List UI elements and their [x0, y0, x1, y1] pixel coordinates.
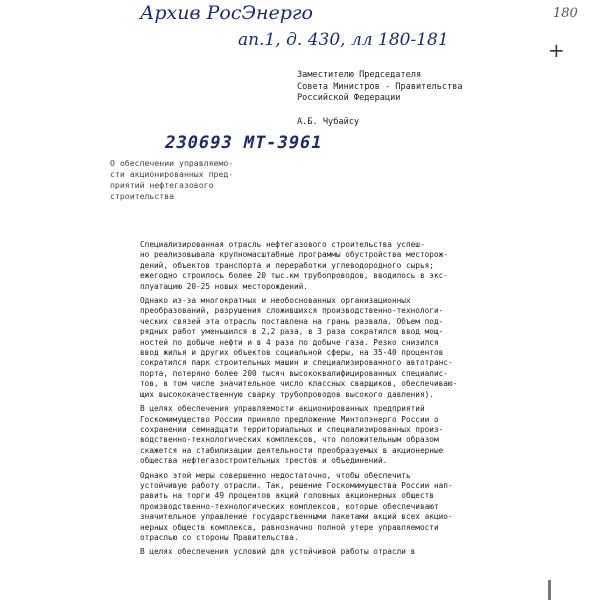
body-line: щих высококачественную сварку трубопроводов высокого давления). — [140, 389, 434, 399]
registration-number: 230693 МТ-3961 — [162, 133, 325, 153]
body-line: преобразований, разрушения сложившихся производственно-технологи- — [140, 306, 444, 316]
handwritten-archive-note: Архив РосЭнерго — [140, 2, 313, 24]
body-line: водственно-технологических комплексов, что положительным образом — [140, 435, 439, 445]
body-line: ностей по добыче нефти и в 4 раза по добыче газа. Резко снизился — [140, 337, 439, 347]
addressee-line: Совета Министров - Правительства — [297, 81, 463, 92]
scan-artifact — [548, 580, 551, 600]
body-line: сократился парк строительных машин и специализированного автотранс- — [140, 358, 453, 368]
body-line: порта, потеряно более 200 тысяч высококвалифицированных специалис- — [140, 368, 448, 378]
body-line: тов, в том числе значительное число классных сварщиков, обеспечиваю- — [140, 379, 458, 389]
body-line: значительное управление государственными пакетами акций всех акцио- — [140, 512, 453, 522]
body-line: общества нефтегазостроительных трестов и объединений. — [140, 456, 388, 466]
addressee-line: Заместителю Председателя — [297, 70, 422, 80]
body-line: производственно-технологических комплексов, которые обеспечивают — [140, 501, 439, 511]
body-paragraph — [140, 404, 495, 466]
handwritten-reference-note: ап.1, д. 430, лл 180-181 — [238, 30, 449, 50]
body-line: равить на торги 49 процентов акций головных акционерных обществ — [140, 491, 434, 501]
body-line: Однако этой меры совершенно недостаточно, чтобы обеспечить — [140, 470, 411, 480]
body-paragraph — [140, 296, 495, 400]
body-line: но реализовывала крупномасштабные программы обустройства месторож- — [140, 250, 448, 260]
subject-block — [110, 158, 233, 202]
page-number-stamp: 180 — [553, 6, 578, 21]
addressee-name: А.Б. Чубайсу — [297, 117, 360, 127]
body-line: ежегодно строилось более 20 тыс.км трубопроводов, вводилось в экс- — [140, 271, 448, 281]
body-line: В целях обеспечения управляемости акционированных предприятий — [140, 404, 425, 414]
body-line: В целях обеспечения условий для устойчивой работы отрасли в — [140, 547, 416, 557]
body-paragraph — [140, 240, 495, 292]
body-line: Однако из-за многократных и необоснованных организационных — [140, 296, 411, 306]
body-line: плуатацию 20-25 новых месторождений. — [140, 281, 308, 291]
subject-line: сти акционированных пред- — [110, 169, 234, 179]
body-line: отраслью со стороны Правительства. — [140, 532, 299, 542]
body-line: устойчивую работу отрасли. Так, решение Госкомимущества России нап- — [140, 480, 453, 490]
letter-body — [140, 240, 495, 562]
body-line: Госкомимущество России приняло предложение Минтопэнерго России о — [140, 414, 439, 424]
body-line: дений, объектов транспорта и переработки углеводородного сырья; — [140, 260, 434, 270]
plus-mark: + — [548, 38, 565, 62]
body-paragraph — [140, 471, 495, 544]
subject-line: О обеспечении управляемо- — [110, 158, 234, 168]
body-line: Специализированная отрасль нефтегазового строительства успеш- — [140, 240, 425, 249]
subject-line: приятий нефтегазового — [110, 180, 214, 190]
body-paragraph — [140, 547, 495, 557]
body-line: сохранении семнадцати территориальных и специализированных произ- — [140, 424, 444, 434]
body-line: нерных обществ комплекса, равнозначно полной утере управляемости — [140, 522, 439, 532]
subject-line: строительства — [110, 191, 175, 201]
body-line: ввод жилья и других объектов социальной сферы, на 35-40 процентов — [140, 348, 444, 358]
body-line: скажется на стабилизации деятельности преобразуемых в акционерные — [140, 445, 444, 455]
addressee-line: Российской Федерации — [297, 93, 401, 103]
addressee-block — [297, 70, 463, 105]
body-line: рядных работ уменьшился в 2,2 раза, в 3 раза сократился ввод мощ- — [140, 327, 444, 337]
body-line: ческих связей эта отрасль поставлена на грань развала. Объем под- — [140, 316, 444, 326]
